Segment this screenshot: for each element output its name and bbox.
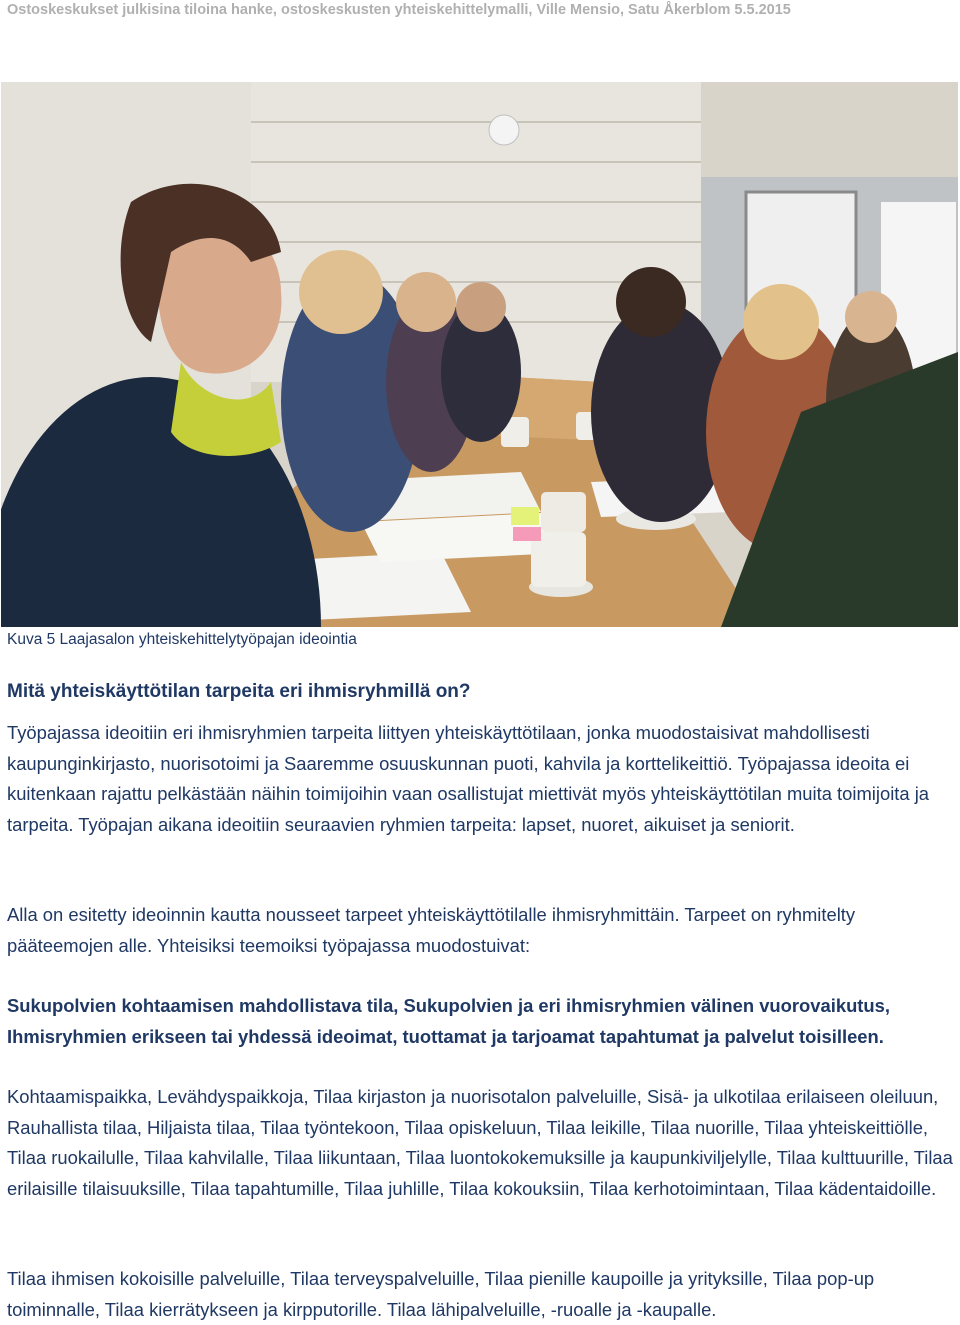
section-heading: Mitä yhteiskäyttötilan tarpeita eri ihmisryhmillä on? [7,681,471,702]
workshop-photo [1,82,958,627]
paragraph-common-themes: Sukupolvien kohtaamisen mahdollistava tila, Sukupolvien ja eri ihmisryhmien välinen vuorovaikutus, Ihmisryhmien erikseen tai yhdessä ideoimat, tuottamat ja tarjoamat tapahtumat ja palvelut toisilleen. [7,995,891,1047]
workshop-photo-illustration [1,82,958,627]
paragraph-service-needs: Tilaa ihmisen kokoisille palveluille, Tilaa terveyspalveluille, Tilaa pienille kaupoille ja yrityksille, Tilaa pop-up toiminnalle, Tilaa kierrätykseen ja kirpputorille. Tilaa lähipalveluille, -ruoalle ja -kaupalle. [7,1268,875,1320]
figure-caption: Kuva 5 Laajasalon yhteiskehittelytyöpajan ideointia [7,631,357,648]
document-header: Ostoskeskukset julkisina tiloina hanke, ostoskeskusten yhteiskehittelymalli, Ville Mensio, Satu Åkerblom 5.5.2015 [7,2,791,18]
paragraph-intro: Työpajassa ideoitiin eri ihmisryhmien tarpeita liittyen yhteiskäyttötilaan, jonka muodostaisivat mahdollisesti kaupunginkirjasto, nuorisotoimi ja Saaremme osuuskunnan puoti, kahvila ja korttelikeittiö. Työpajassa ideoita ei kuitenkaan rajattu pelkästään näihin toimijoihin vaan osallistujat miettivät myös yhteiskäyttötilan muita toimijoita ja tarpeita. Työpajan aikana ideoitiin seuraavien ryhmien tarpeita: lapset, nuoret, aikuiset ja seniorit. [7,722,930,835]
paragraph-summary: Alla on esitetty ideoinnin kautta nousseet tarpeet yhteiskäyttötilalle ihmisryhmittäin. Tarpeet on ryhmitelty pääteemojen alle. Yhteisiksi teemoiksi työpajassa muodostuivat: [7,904,856,956]
paragraph-space-needs: Kohtaamispaikka, Levähdyspaikkoja, Tilaa kirjaston ja nuorisotalon palveluille, Sisä- ja ulkotilaa erilaiseen oleiluun, Rauhallista tilaa, Hiljaista tilaa, Tilaa työntekoon, Tilaa opiskeluun, Tilaa leikille, Tilaa nuorille, Tilaa yhteiskeittiölle, Tilaa ruokailulle, Tilaa kahvilalle, Tilaa liikuntaan, Tilaa luontokokemuksille ja kaupunkiviljelylle, Tilaa kulttuurille, Tilaa erilaisille tilaisuuksille, Tilaa tapahtumille, Tilaa juhlille, Tilaa kokouksiin, Tilaa kerhotoimintaan, Tilaa kädentaidoille. [7,1086,953,1199]
